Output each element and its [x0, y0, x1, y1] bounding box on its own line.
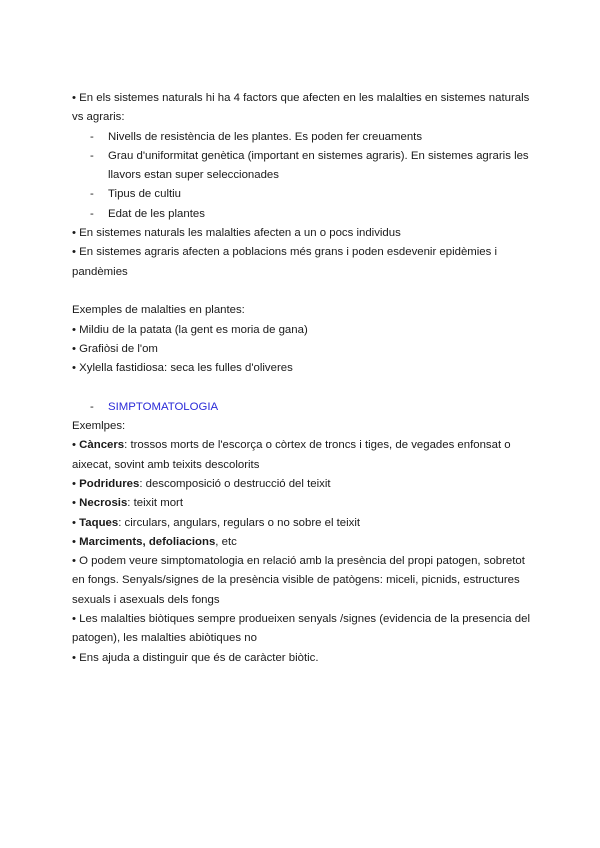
- blank-line: [72, 378, 532, 397]
- observation-line: sexuals i asexuals dels fongs: [72, 593, 220, 606]
- factor-text: Grau d'uniformitat genètica (important en sistemes agraris). En sistemes agraris les: [108, 149, 529, 162]
- dash-marker: -: [90, 400, 94, 413]
- symptom-item-necrosis: [72, 494, 532, 513]
- definition-text: : descomposició o destrucció del teixit: [139, 477, 331, 490]
- example-item: • Xylella fastidiosa: seca les fulles d'oliveres: [72, 362, 293, 375]
- term-cancers: Càncers: [79, 439, 125, 452]
- definition-text: : trossos morts de l'escorça o còrtex de troncs i tiges, de vegades enfonsat o: [124, 439, 511, 452]
- definition-text: , etc: [215, 535, 237, 548]
- term-defoliacions: defoliacions: [148, 535, 216, 548]
- definition-text: : circulars, angulars, regulars o no sobre el teixit: [118, 516, 361, 529]
- symptom-item-marciments: [72, 533, 532, 552]
- section-heading: [72, 398, 532, 417]
- factor-text: Tipus de cultiu: [108, 188, 182, 201]
- bullet-agrari-line-2: pandèmies: [72, 265, 128, 278]
- term-taques: Taques: [79, 516, 119, 529]
- exemples-label: Exemlpes:: [72, 420, 126, 433]
- bullet-marker: •: [72, 535, 76, 548]
- observation-line: • Ens ajuda a distinguir que és de caràcter biòtic.: [72, 651, 319, 664]
- intro-line-1: • En els sistemes naturals hi ha 4 factors que afecten en les malalties en sistemes naturals: [72, 92, 530, 104]
- observation-line: • O podem veure simptomatologia en relació amb la presència del propi patogen, sobretot: [72, 555, 525, 568]
- term-necrosis: Necrosis: [79, 497, 128, 510]
- symptom-item-podridures: [72, 475, 532, 494]
- observation-line: en fongs. Senyals/signes de la presència visible de patògens: miceli, picnids, estructures: [72, 574, 520, 587]
- bullet-natural: • En sistemes naturals les malalties afecten a un o pocs individus: [72, 227, 401, 240]
- dash-marker: -: [90, 207, 94, 220]
- term-podridures: Podridures: [79, 477, 140, 490]
- bullet-agrari-line-1: • En sistemes agraris afecten a poblacions més grans i poden esdevenir epidèmies i: [72, 246, 498, 259]
- examples-title: Exemples de malalties en plantes:: [72, 304, 245, 317]
- factor-item: [72, 147, 532, 166]
- observation-line: patogen), les malalties abiòtiques no: [72, 632, 257, 645]
- observation-line: • Les malalties biòtiques sempre produeixen senyals /signes (evidencia de la presencia del: [72, 613, 530, 626]
- factor-text: Nivells de resistència de les plantes. Es poden fer creuaments: [108, 130, 423, 143]
- definition-continuation: aixecat, sovint amb teixits descolorits: [72, 458, 260, 471]
- symptom-item-cancers: [72, 436, 532, 455]
- dash-marker: -: [90, 149, 94, 162]
- factor-text: Edat de les plantes: [108, 207, 205, 220]
- factor-text-continuation: llavors estan super seleccionades: [108, 169, 279, 182]
- blank-line: [72, 282, 532, 301]
- document-body: [72, 89, 532, 668]
- definition-text: : teixit mort: [127, 497, 183, 510]
- bullet-marker: •: [72, 439, 76, 452]
- example-item: • Mildiu de la patata (la gent es moria de gana): [72, 323, 308, 336]
- term-marciments: Marciments: [79, 535, 143, 548]
- example-item: • Grafiòsi de l'om: [72, 342, 158, 355]
- bullet-marker: •: [72, 477, 76, 490]
- factor-item: [72, 185, 532, 204]
- factor-item: [72, 205, 532, 224]
- bullet-marker: •: [72, 497, 76, 510]
- term-separator: ,: [142, 535, 149, 548]
- dash-marker: -: [90, 188, 94, 201]
- factor-item: [72, 128, 532, 147]
- symptom-item-taques: [72, 514, 532, 533]
- dash-marker: -: [90, 130, 94, 143]
- bullet-marker: •: [72, 516, 76, 529]
- heading-simptomatologia: SIMPTOMATOLOGIA: [108, 400, 219, 413]
- intro-line-2: vs agraris:: [72, 111, 125, 124]
